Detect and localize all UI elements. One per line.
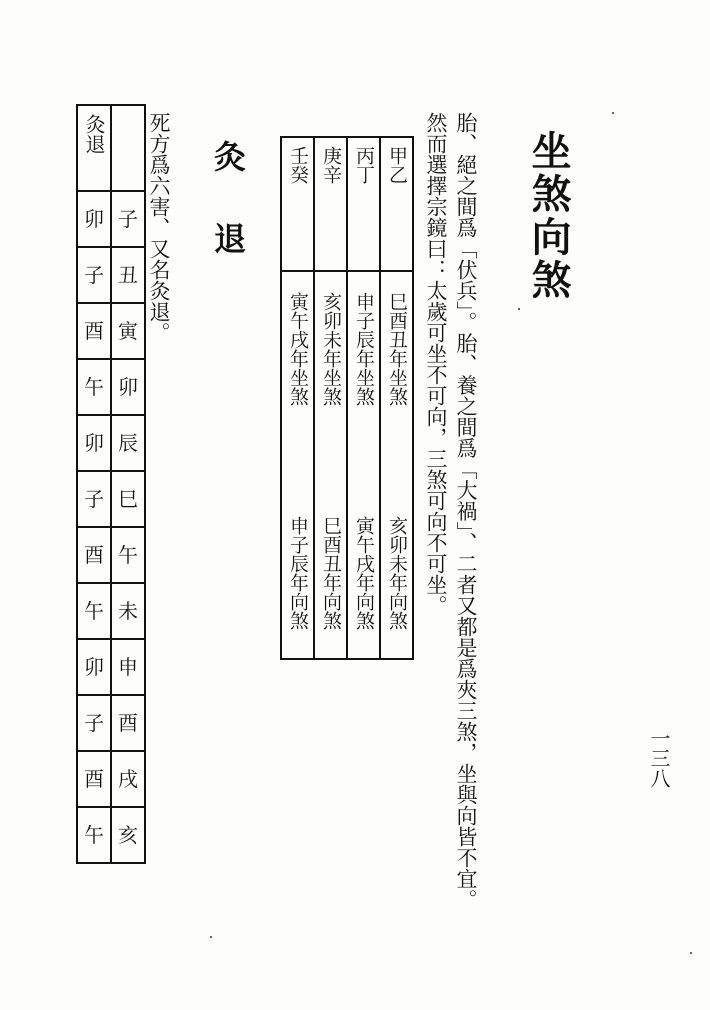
years-cell: 巳酉丑年坐煞 亥卯未年向煞 bbox=[380, 271, 413, 659]
value-cell: 卯 bbox=[77, 639, 111, 695]
branch-cell: 辰 bbox=[111, 415, 145, 471]
value-cell: 酉 bbox=[77, 751, 111, 807]
section-title: 灸退 bbox=[209, 140, 247, 304]
header-cell bbox=[111, 105, 145, 191]
stems-cell: 庚辛 bbox=[314, 137, 347, 271]
branch-cell: 巳 bbox=[111, 471, 145, 527]
value-cell: 卯 bbox=[77, 415, 111, 471]
years-cell: 亥卯未年坐煞 巳酉丑年向煞 bbox=[314, 271, 347, 659]
jiutui-table bbox=[76, 104, 146, 864]
table-row bbox=[77, 807, 145, 863]
value-cell: 酉 bbox=[77, 303, 111, 359]
value-cell: 酉 bbox=[77, 527, 111, 583]
table-row bbox=[77, 639, 145, 695]
branch-cell: 未 bbox=[111, 583, 145, 639]
branch-cell: 午 bbox=[111, 527, 145, 583]
table-row bbox=[281, 137, 413, 271]
table-row bbox=[77, 303, 145, 359]
scan-speck bbox=[690, 952, 692, 954]
value-cell: 午 bbox=[77, 359, 111, 415]
branch-cell: 子 bbox=[111, 191, 145, 247]
branch-cell: 卯 bbox=[111, 359, 145, 415]
stems-cell: 丙丁 bbox=[347, 137, 380, 271]
sit-face-sha-table bbox=[280, 136, 414, 660]
table-row bbox=[77, 247, 145, 303]
paragraph-column-1: 胎、絕之間爲「伏兵」。胎、養之間爲「大禍」、二者又都是爲夾三煞，坐與向皆不宜。 bbox=[454, 112, 478, 910]
stems-cell: 壬癸 bbox=[281, 137, 314, 271]
value-cell: 子 bbox=[77, 247, 111, 303]
branch-cell: 寅 bbox=[111, 303, 145, 359]
table-row bbox=[77, 415, 145, 471]
value-cell: 子 bbox=[77, 695, 111, 751]
branch-cell: 亥 bbox=[111, 807, 145, 863]
table-row bbox=[77, 695, 145, 751]
table-row bbox=[77, 471, 145, 527]
scan-speck bbox=[210, 936, 212, 938]
years-cell: 申子辰年坐煞 寅午戌年向煞 bbox=[347, 271, 380, 659]
branch-cell: 酉 bbox=[111, 695, 145, 751]
table-row bbox=[77, 105, 145, 191]
section-note: 死方爲六害、又名灸退。 bbox=[147, 112, 171, 343]
page-title: 坐煞向煞 bbox=[525, 130, 571, 302]
table-row bbox=[77, 583, 145, 639]
table-row bbox=[77, 751, 145, 807]
branch-cell: 戌 bbox=[111, 751, 145, 807]
stems-cell: 甲乙 bbox=[380, 137, 413, 271]
table-row bbox=[77, 191, 145, 247]
value-cell: 午 bbox=[77, 807, 111, 863]
table-row bbox=[77, 359, 145, 415]
page-number: 一三八 bbox=[647, 728, 671, 788]
scan-speck bbox=[518, 308, 520, 310]
value-cell: 子 bbox=[77, 471, 111, 527]
table-row bbox=[77, 527, 145, 583]
table-row bbox=[281, 271, 413, 659]
branch-cell: 申 bbox=[111, 639, 145, 695]
paragraph-column-2: 然而選擇宗鏡曰：太歲可坐不可向，三煞可向不可坐。 bbox=[424, 112, 448, 616]
years-cell: 寅午戌年坐煞 申子辰年向煞 bbox=[281, 271, 314, 659]
header-cell: 灸退 bbox=[77, 105, 111, 191]
scan-speck bbox=[612, 112, 614, 114]
value-cell: 午 bbox=[77, 583, 111, 639]
value-cell: 卯 bbox=[77, 191, 111, 247]
branch-cell: 丑 bbox=[111, 247, 145, 303]
